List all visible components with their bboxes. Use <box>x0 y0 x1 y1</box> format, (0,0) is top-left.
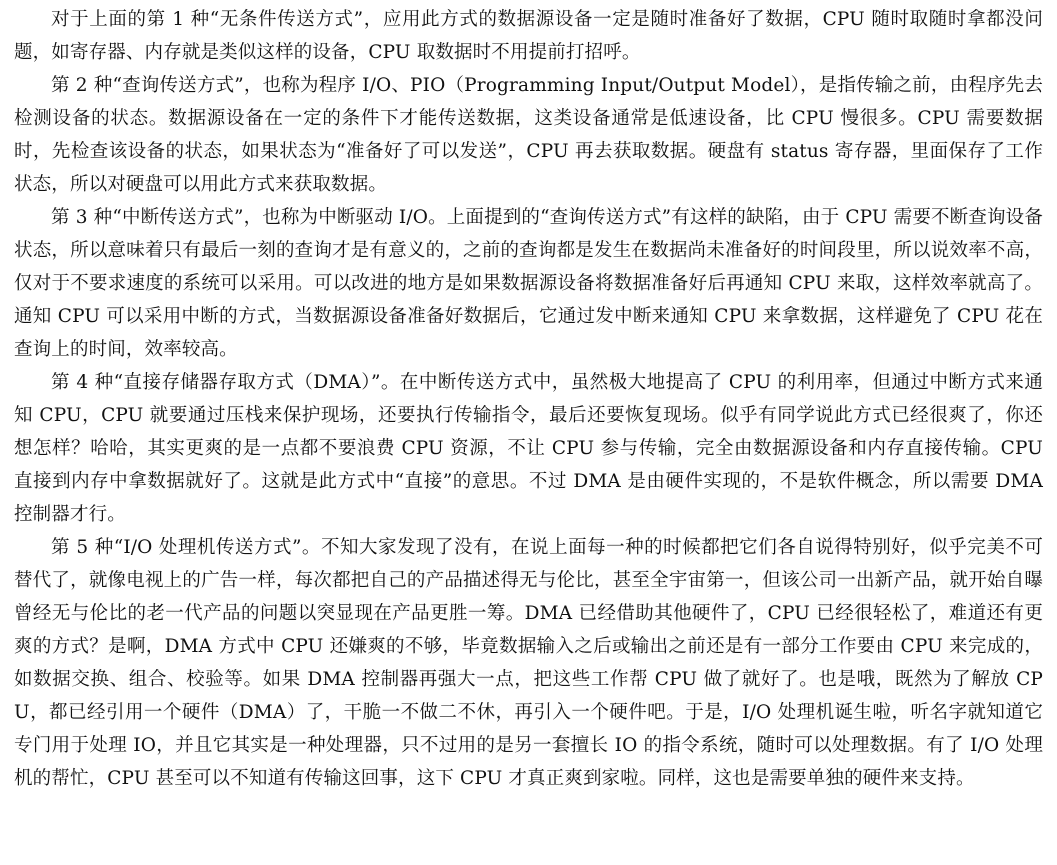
paragraph-dma-transfer: 第 4 种“直接存储器存取方式（DMA）”。在中断传送方式中，虽然极大地提高了 CPU 的利用率，但通过中断方式来通知 CPU，CPU 就要通过压栈来保护现场，还要执行传输指令，最后还要恢复现场。似乎有同学说此方式已经很爽了，你还想怎样？哈哈，其实更爽的是一点都不要浪费 CPU 资源，不让 CPU 参与传输，完全由数据源设备和内存直接传输。CPU 直接到内存中拿数据就好了。这就是此方式中“直接”的意思。不过 DMA 是由硬件实现的，不是软件概念，所以需要 DMA 控制器才行。 <box>14 372 1043 525</box>
paragraph-io-processor-transfer: 第 5 种“I/O 处理机传送方式”。不知大家发现了没有，在说上面每一种的时候都把它们各自说得特别好，似乎完美不可替代了，就像电视上的广告一样，每次都把自己的产品描述得无与伦比，甚至全宇宙第一，但该公司一出新产品，就开始自曝曾经无与伦比的老一代产品的问题以突显现在产品更胜一筹。DMA 已经借助其他硬件了，CPU 已经很轻松了，难道还有更爽的方式？是啊，DMA 方式中 CPU 还嫌爽的不够，毕竟数据输入之后或输出之前还是有一部分工作要由 CPU 来完成的，如数据交换、组合、校验等。如果 DMA 控制器再强大一点，把这些工作帮 CPU 做了就好了。也是哦，既然为了解放 CPU，都已经引用一个硬件（DMA）了，干脆一不做二不休，再引入一个硬件吧。于是，I/O 处理机诞生啦，听名字就知道它专门用于处理 IO，并且它其实是一种处理器，只不过用的是另一套擅长 IO 的指令系统，随时可以处理数据。有了 I/O 处理机的帮忙，CPU 甚至可以不知道有传输这回事，这下 CPU 才真正爽到家啦。同样，这也是需要单独的硬件来支持。 <box>14 537 1043 789</box>
paragraph-unconditional-transfer: 对于上面的第 1 种“无条件传送方式”，应用此方式的数据源设备一定是随时准备好了数据，CPU 随时取随时拿都没问题，如寄存器、内存就是类似这样的设备，CPU 取数据时不用提前打招呼。 <box>14 9 1043 63</box>
paragraph-polling-transfer: 第 2 种“查询传送方式”，也称为程序 I/O、PIO（Programming Input/Output Model），是指传输之前，由程序先去检测设备的状态。数据源设备在一定的条件下才能传送数据，这类设备通常是低速设备，比 CPU 慢很多。CPU 需要数据时，先检查该设备的状态，如果状态为“准备好了可以发送”，CPU 再去获取数据。硬盘有 status 寄存器，里面保存了工作状态，所以对硬盘可以用此方式来获取数据。 <box>14 75 1043 195</box>
paragraph-interrupt-transfer: 第 3 种“中断传送方式”，也称为中断驱动 I/O。上面提到的“查询传送方式”有这样的缺陷，由于 CPU 需要不断查询设备状态，所以意味着只有最后一刻的查询才是有意义的，之前的查询都是发生在数据尚未准备好的时间段里，所以说效率不高，仅对于不要求速度的系统可以采用。可以改进的地方是如果数据源设备将数据准备好后再通知 CPU 来取，这样效率就高了。通知 CPU 可以采用中断的方式，当数据源设备准备好数据后，它通过发中断来通知 CPU 来拿数据，这样避免了 CPU 花在查询上的时间，效率较高。 <box>14 207 1043 360</box>
